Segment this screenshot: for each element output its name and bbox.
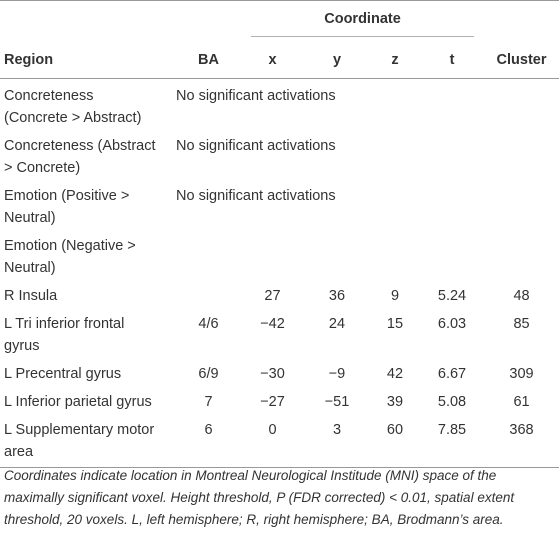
t-cell: 7.85 [420,416,484,468]
ba-cell: 7 [204,394,213,410]
col-header-y: y [304,41,370,79]
x-cell: −30 [260,366,285,382]
col-header-cluster: Cluster [484,41,559,79]
z-cell: 42 [386,366,404,382]
no-activation-note: No significant activations [176,88,336,104]
t-cell: 5.24 [437,288,467,304]
cluster-cell: 309 [509,366,534,382]
cluster-cell: 85 [513,316,530,332]
region-cell: L Precentral gyrus [4,366,122,382]
table-footnote: Coordinates indicate location in Montreal Neurological Institude (MNI) space of the maximally significant voxel. Height threshold, P (FDR corrected) < 0.01, spatial extent threshold, 20 voxels. L, left hemisphere; R, right hemisphere; BA, Brodmann’s area. [4,468,515,527]
col-header-t: t [420,41,484,79]
coordinate-group-label: Coordinate [251,5,474,37]
x-cell: −27 [260,394,285,410]
cluster-cell: 48 [513,288,530,304]
x-cell: −42 [260,316,285,332]
t-cell: 5.08 [437,394,467,410]
ba-cell: 6/9 [198,366,219,382]
y-cell: 24 [328,316,346,332]
col-header-ba: BA [176,41,241,79]
ba-cell: 4/6 [198,316,219,332]
y-cell: −9 [328,366,346,382]
region-cell: R Insula [4,288,58,304]
table-row [0,232,559,282]
t-cell: 6.67 [437,366,467,382]
z-cell: 39 [386,394,404,410]
col-header-region: Region [0,41,176,79]
region-cell: L Supplementary motor area [0,416,176,468]
y-cell: 36 [328,288,346,304]
table-row [0,416,559,468]
t-cell: 6.03 [437,316,467,332]
z-cell: 60 [370,416,420,468]
table-row [0,360,559,388]
region-cell: L Inferior parietal gyrus [4,394,152,410]
x-cell: 27 [264,288,281,304]
region-cell: Concreteness (Concrete > Abstract) [4,88,142,126]
cluster-cell: 368 [484,416,559,468]
z-cell: 9 [390,288,400,304]
header-supergroup-row [0,1,559,42]
region-cell: L Tri inferior frontal gyrus [4,316,125,354]
table-row [0,388,559,416]
ba-cell [176,282,241,310]
no-activation-note: No significant activations [176,138,336,154]
table-row [0,132,559,182]
col-header-z: z [370,41,420,79]
no-activation-note: No significant activations [176,188,336,204]
region-cell: Emotion (Negative > Neutral) [4,238,136,276]
table-row [0,182,559,232]
y-cell: −51 [324,394,350,410]
table-row [0,282,559,310]
table-row [0,310,559,360]
region-cell: Concreteness (Abstract > Concrete) [4,138,156,176]
ba-cell: 6 [176,416,241,468]
table-row [0,79,559,133]
z-cell: 15 [386,316,404,332]
header-row [0,41,559,79]
x-cell: 0 [241,416,304,468]
region-cell: Emotion (Positive > Neutral) [4,188,130,226]
y-cell: 3 [304,416,370,468]
col-header-x: x [241,41,304,79]
cluster-cell: 61 [513,394,530,410]
